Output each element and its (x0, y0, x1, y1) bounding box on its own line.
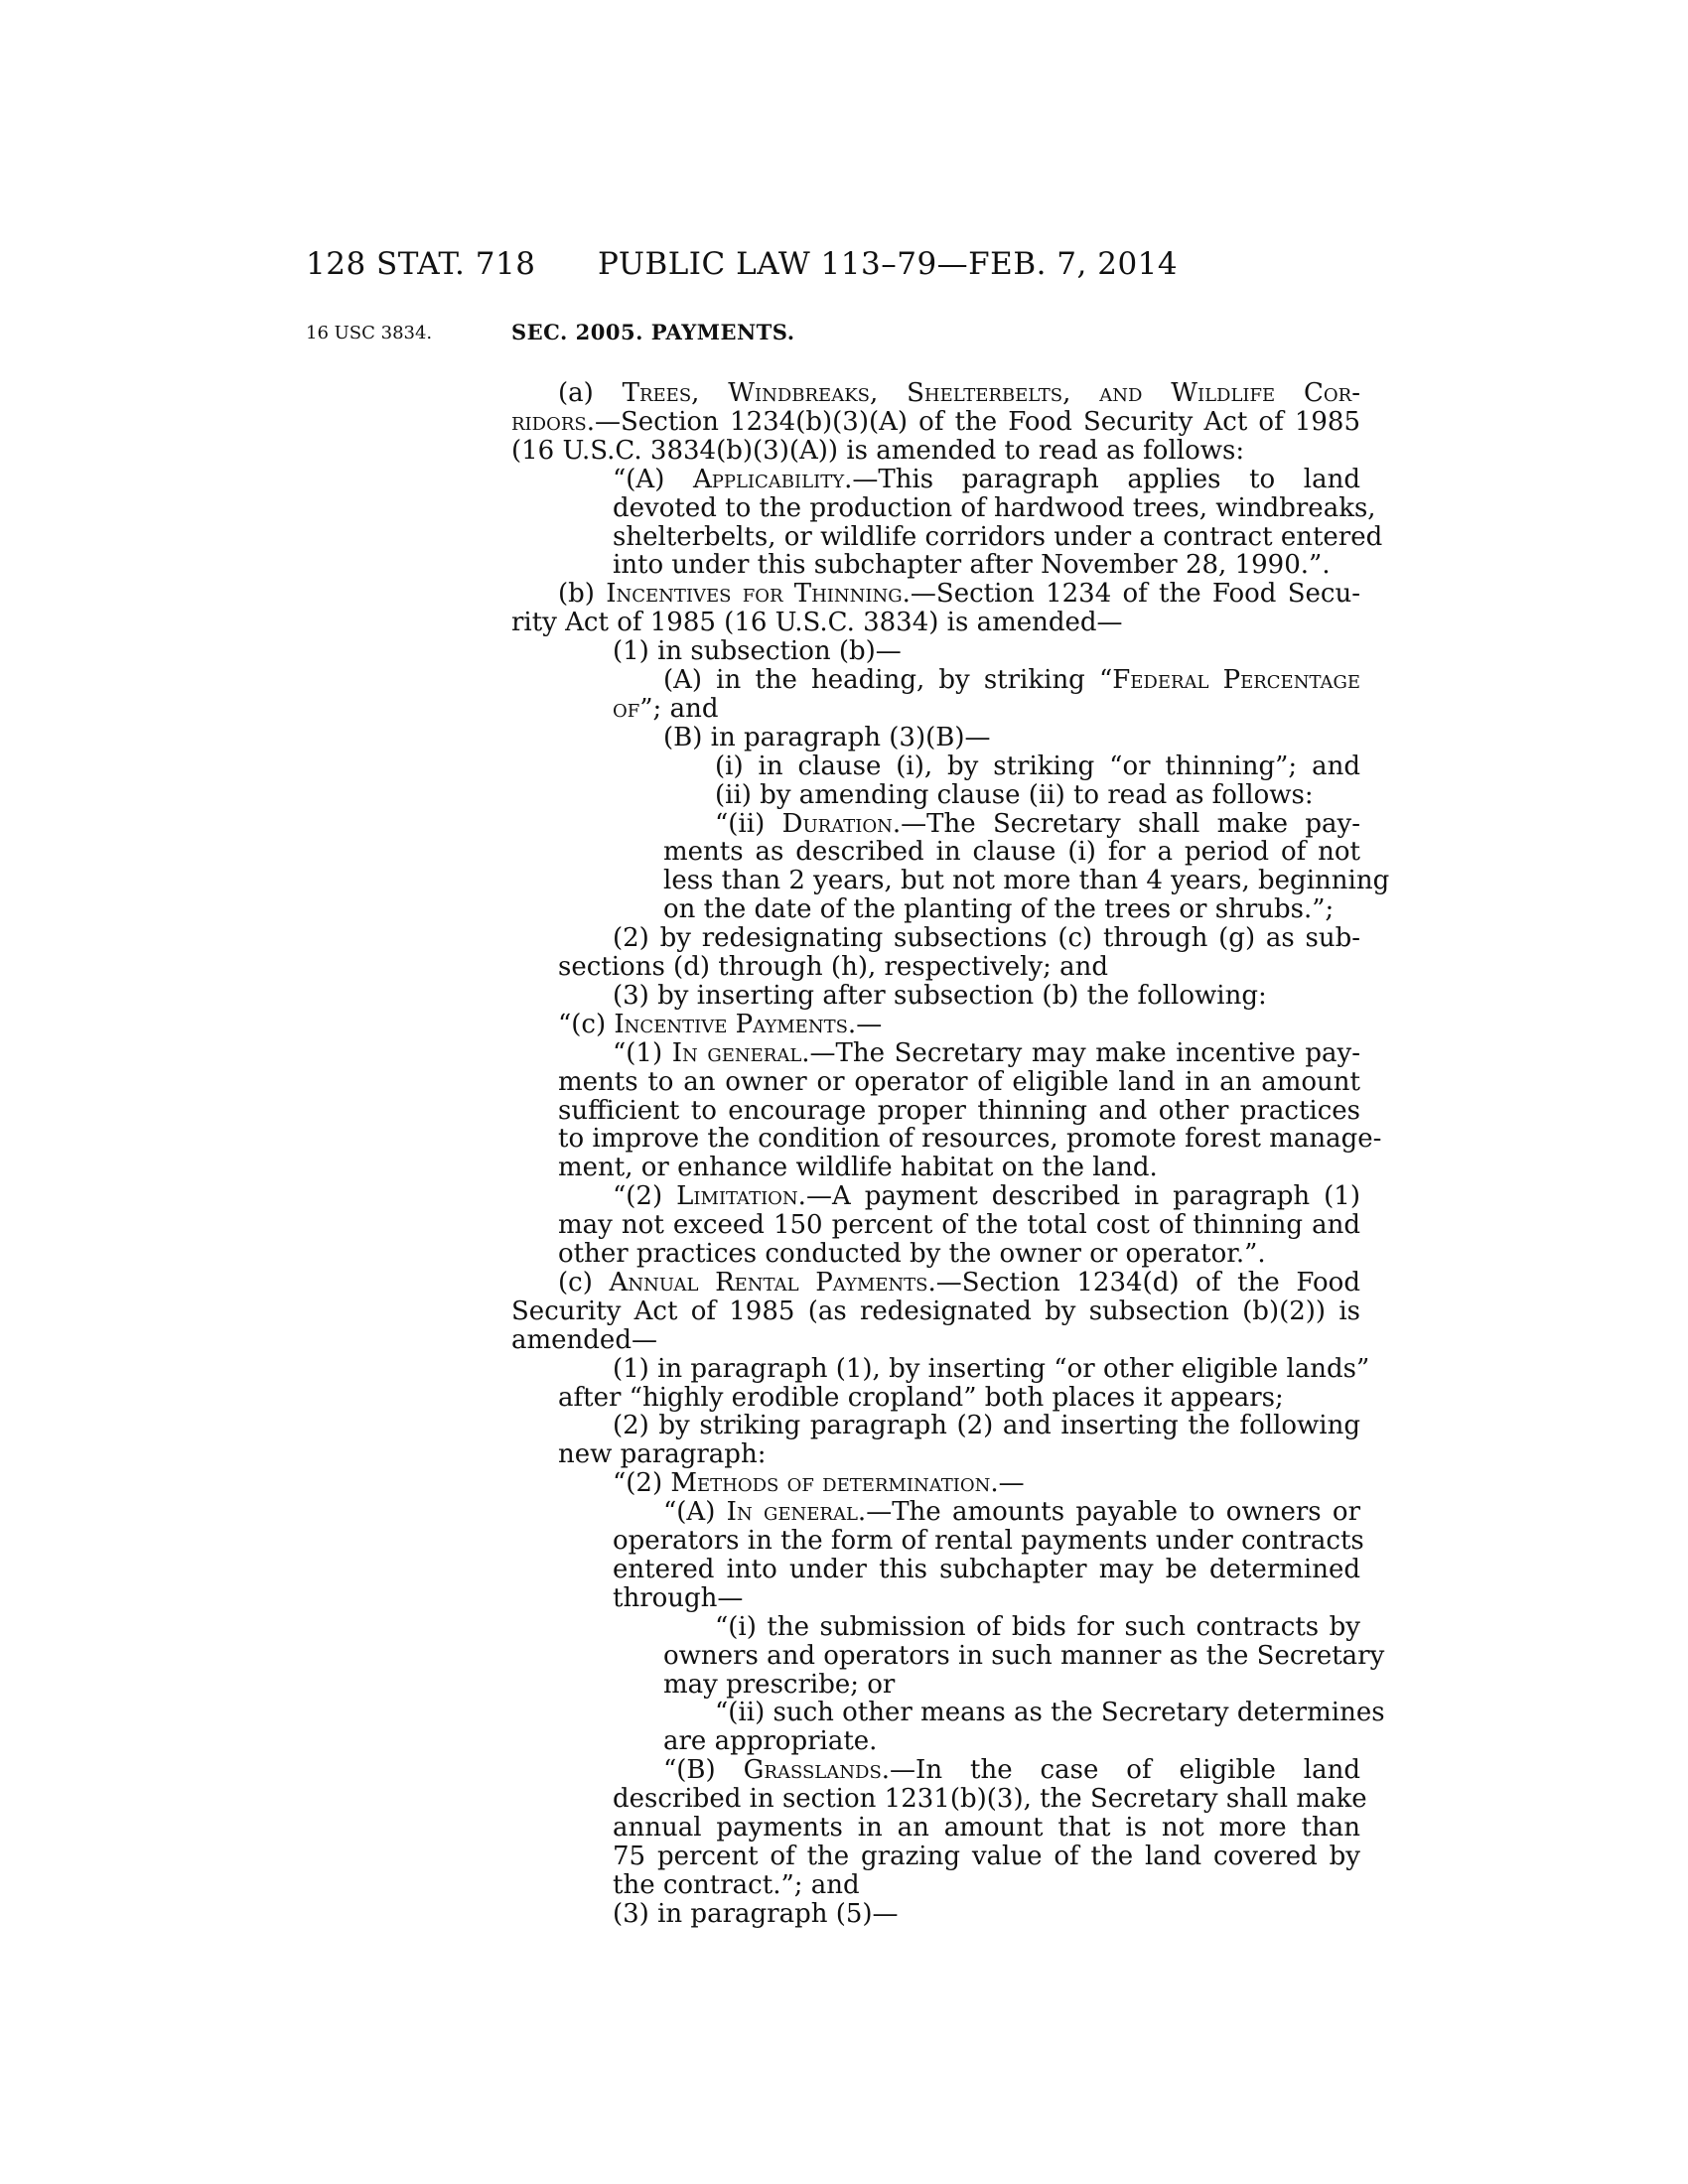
small-caps-heading: of (613, 694, 640, 724)
text-line: owners and operators in such manner as the Secretary (663, 1641, 1385, 1671)
text-line: “(A) Applicability.—This paragraph applies to land (613, 465, 1361, 494)
text-line: are appropriate. (663, 1726, 878, 1756)
margin-citation: 16 USC 3834. (306, 323, 433, 343)
text-line: devoted to the production of hardwood trees, windbreaks, (613, 493, 1376, 523)
text-line: 75 percent of the grazing value of the land covered by (613, 1842, 1360, 1871)
text-line: (c) Annual Rental Payments.—Section 1234(d) of the Food (558, 1268, 1360, 1297)
text-line: ridors.—Section 1234(b)(3)(A) of the Food Security Act of 1985 (511, 407, 1360, 437)
text-line: (a) Trees, Windbreaks, Shelterbelts, and Wildlife Cor- (558, 378, 1360, 408)
text-line: (B) in paragraph (3)(B)— (663, 723, 991, 752)
small-caps-heading: Incentives for Thinning. (606, 579, 911, 609)
text-line: (3) in paragraph (5)— (613, 1899, 899, 1929)
text-line: sufficient to encourage proper thinning and other practices (558, 1096, 1360, 1126)
text-line: may not exceed 150 percent of the total cost of thinning and (558, 1210, 1360, 1240)
text-line: ments as described in clause (i) for a period of not (663, 837, 1360, 867)
text-line: new paragraph: (558, 1439, 767, 1469)
page-stat-number: 128 STAT. 718 (306, 246, 536, 282)
text-line: “(2) Methods of determination.— (613, 1468, 1025, 1498)
text-line: (16 U.S.C. 3834(b)(3)(A)) is amended to read as follows: (511, 436, 1245, 466)
text-line: “(A) In general.—The amounts payable to owners or (663, 1497, 1360, 1527)
section-heading: SEC. 2005. PAYMENTS. (511, 320, 795, 344)
text-line: shelterbelts, or wildlife corridors under a contract entered (613, 522, 1383, 552)
small-caps-heading: Methods of determination. (670, 1468, 999, 1498)
text-line: “(ii) such other means as the Secretary determines (715, 1698, 1385, 1727)
text-line: rity Act of 1985 (16 U.S.C. 3834) is amended— (511, 608, 1123, 637)
text-line: to improve the condition of resources, promote forest manage- (558, 1124, 1382, 1154)
small-caps-heading: In general. (671, 1038, 810, 1068)
text-line: (b) Incentives for Thinning.—Section 1234 of the Food Secu- (558, 579, 1360, 609)
text-line: other practices conducted by the owner or operator.”. (558, 1239, 1266, 1269)
text-line: amended— (511, 1325, 657, 1355)
text-line: after “highly erodible cropland” both places it appears; (558, 1383, 1284, 1413)
text-line: annual payments in an amount that is not more than (613, 1813, 1360, 1843)
text-line: through— (613, 1583, 744, 1613)
text-line: (i) in clause (i), by striking “or thinning”; and (715, 751, 1360, 781)
small-caps-heading: ridors. (511, 407, 595, 437)
small-caps-heading: Applicability. (692, 465, 853, 494)
text-line: sections (d) through (h), respectively; and (558, 952, 1108, 982)
small-caps-heading: Trees, Windbreaks, Shelterbelts, and Wildlife Cor- (622, 378, 1360, 408)
text-line: “(ii) Duration.—The Secretary shall make pay- (715, 809, 1360, 839)
text-line: Security Act of 1985 (as redesignated by subsection (b)(2)) is (511, 1297, 1360, 1326)
text-line: (3) by inserting after subsection (b) the following: (613, 981, 1267, 1011)
text-line: may prescribe; or (663, 1670, 896, 1700)
text-line: “(B) Grasslands.—In the case of eligible land (663, 1755, 1360, 1785)
text-line: (2) by redesignating subsections (c) through (g) as sub- (613, 923, 1360, 953)
small-caps-heading: Duration. (781, 809, 902, 839)
text-line: “(i) the submission of bids for such contracts by (715, 1612, 1360, 1642)
text-line: “(2) Limitation.—A payment described in paragraph (1) (613, 1181, 1360, 1211)
small-caps-heading: In general. (726, 1497, 867, 1527)
text-line: “(c) Incentive Payments.— (558, 1010, 883, 1039)
text-line: on the date of the planting of the trees or shrubs.”; (663, 894, 1335, 924)
small-caps-heading: Limitation. (676, 1181, 806, 1211)
text-line: (2) by striking paragraph (2) and inserting the following (613, 1411, 1360, 1440)
text-line: (ii) by amending clause (ii) to read as follows: (715, 780, 1314, 810)
text-line: ment, or enhance wildlife habitat on the land. (558, 1153, 1158, 1182)
text-line: less than 2 years, but not more than 4 years, beginning (663, 866, 1390, 895)
text-line: operators in the form of rental payments under contracts (613, 1526, 1364, 1556)
text-line: (A) in the heading, by striking “Federal Percentage (663, 665, 1360, 695)
text-line: ments to an owner or operator of eligible land in an amount (558, 1067, 1360, 1097)
text-line: entered into under this subchapter may be determined (613, 1555, 1360, 1584)
text-line: the contract.”; and (613, 1870, 860, 1900)
small-caps-heading: Federal Percentage (1112, 665, 1360, 695)
text-line: into under this subchapter after November 28, 1990.”. (613, 550, 1331, 580)
text-line: (1) in subsection (b)— (613, 636, 902, 666)
text-line: “(1) In general.—The Secretary may make incentive pay- (613, 1038, 1361, 1068)
text-line: of”; and (613, 694, 719, 724)
text-line: (1) in paragraph (1), by inserting “or other eligible lands” (613, 1354, 1370, 1384)
small-caps-heading: Annual Rental Payments. (609, 1268, 936, 1297)
small-caps-heading: Grasslands. (743, 1755, 891, 1785)
running-head: PUBLIC LAW 113–79—FEB. 7, 2014 (598, 246, 1179, 282)
text-line: described in section 1231(b)(3), the Secretary shall make (613, 1784, 1367, 1814)
small-caps-heading: Incentive Payments. (614, 1010, 857, 1039)
